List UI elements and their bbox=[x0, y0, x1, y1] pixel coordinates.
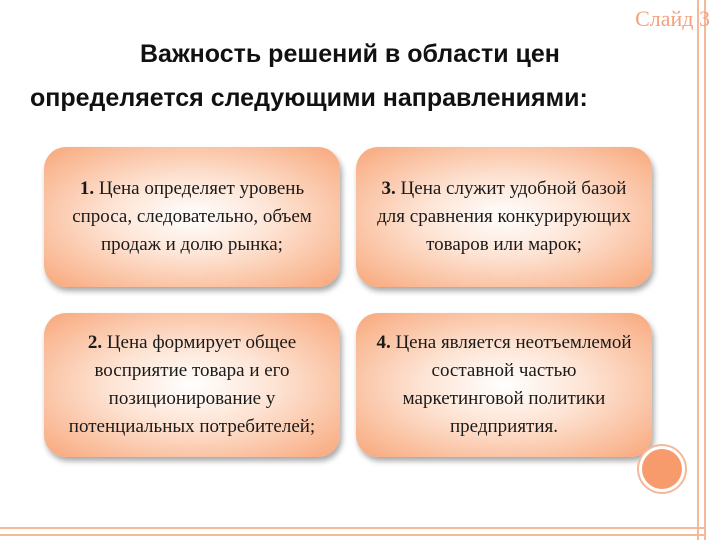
frame-line bbox=[0, 527, 706, 529]
card-text: Цена определяет уровень спроса, следовательно, объем продаж и долю рынка; bbox=[72, 178, 312, 255]
decorative-circle-icon bbox=[642, 449, 682, 489]
card-2 bbox=[44, 313, 340, 457]
card-3 bbox=[356, 147, 652, 287]
card-4 bbox=[356, 313, 652, 457]
frame-line bbox=[0, 534, 706, 536]
card-text: Цена является неотъемлемой составной частью маркетинговой политики предприятия. bbox=[395, 332, 632, 437]
card-text: Цена служит удобной базой для сравнения конкурирующих товаров или марок; bbox=[377, 178, 631, 255]
card-1 bbox=[44, 147, 340, 287]
title-line-2: определяется следующими направлениями: bbox=[30, 84, 588, 112]
card-number: 3. bbox=[381, 178, 396, 199]
slide-number: Слайд 3 bbox=[635, 6, 710, 31]
card-number: 4. bbox=[376, 332, 391, 353]
card-content bbox=[58, 175, 326, 259]
card-number: 2. bbox=[87, 332, 103, 353]
frame-line bbox=[704, 0, 706, 540]
card-number: 1. bbox=[79, 178, 95, 199]
slide-title bbox=[30, 32, 690, 120]
card-content bbox=[58, 329, 326, 441]
frame-line bbox=[697, 0, 699, 540]
card-text: Цена формирует общее восприятие товара и его позиционирование у потенциальных потребителей; bbox=[68, 332, 316, 437]
title-line-1: Важность решений в области цен bbox=[140, 40, 560, 68]
card-content bbox=[370, 175, 638, 259]
card-content bbox=[370, 329, 638, 441]
